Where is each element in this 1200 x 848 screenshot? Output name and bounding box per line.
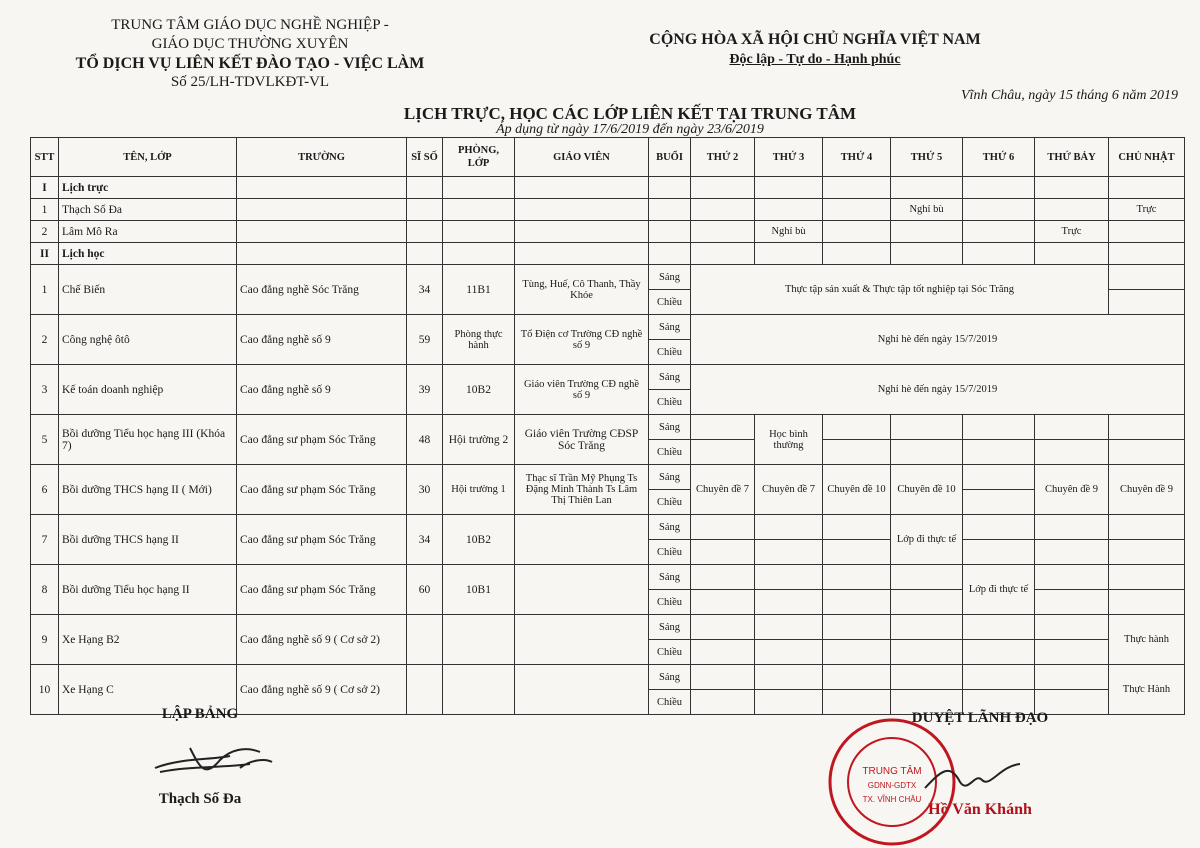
row-note: Nghỉ hè đến ngày 15/7/2019 xyxy=(691,365,1185,415)
session-morning: Sáng xyxy=(649,465,691,490)
cell-sun: Chuyên đề 9 xyxy=(1109,465,1185,515)
row-school: Cao đẳng nghề số 9 xyxy=(237,365,407,415)
session-afternoon: Chiều xyxy=(649,640,691,665)
issuer-line-1: TRUNG TÂM GIÁO DỤC NGHỀ NGHIỆP - xyxy=(111,17,389,33)
header-fri: THỨ 6 xyxy=(963,138,1035,177)
row-room: 11B1 xyxy=(443,265,515,315)
header-teacher: GIÁO VIÊN xyxy=(515,138,649,177)
svg-text:TX. VĨNH CHÂU: TX. VĨNH CHÂU xyxy=(862,795,922,804)
header-school: TRƯỜNG xyxy=(237,138,407,177)
row-room: 10B2 xyxy=(443,365,515,415)
row-school: Cao đẳng nghề số 9 ( Cơ sở 2) xyxy=(237,665,407,715)
issuer-header xyxy=(60,16,440,92)
table-row xyxy=(31,515,1185,540)
row-count: 59 xyxy=(407,315,443,365)
session-morning: Sáng xyxy=(649,415,691,440)
issuer-line-2: GIÁO DỤC THƯỜNG XUYÊN xyxy=(151,36,349,52)
session-afternoon: Chiều xyxy=(649,590,691,615)
row-name: Xe Hạng C xyxy=(59,665,237,715)
session-morning: Sáng xyxy=(649,515,691,540)
row-stt: 6 xyxy=(31,465,59,515)
row-stt: 9 xyxy=(31,615,59,665)
cell-sat: Chuyên đề 9 xyxy=(1035,465,1109,515)
row-teacher: Thạc sĩ Trần Mỹ Phụng Ts Đặng Minh Thành Ts Lâm Thị Thiên Lan xyxy=(515,465,649,515)
row-name: Thạch Số Đa xyxy=(59,199,237,221)
row-room: 10B1 xyxy=(443,565,515,615)
session-afternoon: Chiều xyxy=(649,440,691,465)
section-stt: II xyxy=(31,243,59,265)
row-stt: 2 xyxy=(31,315,59,365)
dateline: Vĩnh Châu, ngày 15 tháng 6 năm 2019 xyxy=(961,88,1178,103)
header-tue: THỨ 3 xyxy=(755,138,823,177)
session-afternoon: Chiều xyxy=(649,490,691,515)
document-number: Số 25/LH-TDVLKĐT-VL xyxy=(170,74,330,90)
row-school: Cao đẳng sư phạm Sóc Trăng xyxy=(237,415,407,465)
header-count: SĨ SỐ xyxy=(407,138,443,177)
row-count: 34 xyxy=(407,515,443,565)
session-morning: Sáng xyxy=(649,565,691,590)
row-stt: 5 xyxy=(31,415,59,465)
header-mon: THỨ 2 xyxy=(691,138,755,177)
session-afternoon: Chiều xyxy=(649,690,691,715)
signature-role-right: DUYỆT LÃNH ĐẠO xyxy=(911,710,1049,726)
row-stt: 1 xyxy=(31,199,59,221)
row-school: Cao đẳng nghề số 9 xyxy=(237,315,407,365)
row-name: Bồi dưỡng Tiểu học hạng II xyxy=(59,565,237,615)
cell-thu: Nghỉ bù xyxy=(891,199,963,221)
row-room: Hội trường 2 xyxy=(443,415,515,465)
row-school: Cao đẳng nghề số 9 ( Cơ sở 2) xyxy=(237,615,407,665)
cell-sun: Thực Hành xyxy=(1109,665,1185,715)
cell-tue: Chuyên đề 7 xyxy=(755,465,823,515)
cell-tue: Học bình thường xyxy=(755,415,823,465)
table-row xyxy=(31,465,1185,490)
header-name: TÊN, LỚP xyxy=(59,138,237,177)
national-header xyxy=(600,30,1030,70)
header-sat: THỨ BẢY xyxy=(1035,138,1109,177)
row-note: Thực tập sản xuất & Thực tập tốt nghiệp tại Sóc Trăng xyxy=(691,265,1109,315)
session-morning: Sáng xyxy=(649,665,691,690)
row-count: 30 xyxy=(407,465,443,515)
handwritten-signature-right xyxy=(920,752,1030,802)
row-name: Lâm Mô Ra xyxy=(59,221,237,243)
header-wed: THỨ 4 xyxy=(823,138,891,177)
row-teacher: Tùng, Huế, Cô Thanh, Thầy Khỏe xyxy=(515,265,649,315)
table-row xyxy=(31,415,1185,440)
session-afternoon: Chiều xyxy=(649,340,691,365)
schedule-table xyxy=(30,137,1185,715)
row-room: Hội trường 1 xyxy=(443,465,515,515)
handwritten-signature-left xyxy=(150,738,280,788)
row-school: Cao đẳng nghề Sóc Trăng xyxy=(237,265,407,315)
header-sun: CHỦ NHẬT xyxy=(1109,138,1185,177)
header-room: PHÒNG, LỚP xyxy=(443,138,515,177)
row-count: 60 xyxy=(407,565,443,615)
row-count: 48 xyxy=(407,415,443,465)
table-row xyxy=(31,615,1185,640)
row-school: Cao đẳng sư phạm Sóc Trăng xyxy=(237,515,407,565)
row-stt: 2 xyxy=(31,221,59,243)
cell-fri: Lớp đi thực tế xyxy=(963,565,1035,615)
row-name: Chế Biến xyxy=(59,265,237,315)
table-row xyxy=(31,315,1185,340)
republic-name: CỘNG HÒA XÃ HỘI CHỦ NGHĨA VIỆT NAM xyxy=(649,31,981,48)
cell-tue: Nghỉ bù xyxy=(755,221,823,243)
cell-thu: Chuyên đề 10 xyxy=(891,465,963,515)
session-afternoon: Chiều xyxy=(649,390,691,415)
table-row xyxy=(31,665,1185,690)
header-session: BUỔI xyxy=(649,138,691,177)
section-row-duty xyxy=(31,177,1185,199)
session-afternoon: Chiều xyxy=(649,540,691,565)
session-morning: Sáng xyxy=(649,365,691,390)
row-count: 34 xyxy=(407,265,443,315)
cell-sun: Trực xyxy=(1109,199,1185,221)
section-title: Lịch học xyxy=(59,243,237,265)
section-stt: I xyxy=(31,177,59,199)
row-stt: 3 xyxy=(31,365,59,415)
cell-wed: Chuyên đề 10 xyxy=(823,465,891,515)
row-stt: 1 xyxy=(31,265,59,315)
row-school: Cao đẳng sư phạm Sóc Trăng xyxy=(237,465,407,515)
section-row-study xyxy=(31,243,1185,265)
session-afternoon: Chiều xyxy=(649,290,691,315)
cell-thu: Lớp đi thực tế xyxy=(891,515,963,565)
header-stt: STT xyxy=(31,138,59,177)
document-title: LỊCH TRỰC, HỌC CÁC LỚP LIÊN KẾT TẠI TRUNG TÂM xyxy=(403,104,857,123)
row-room: Phòng thực hành xyxy=(443,315,515,365)
cell-mon: Chuyên đề 7 xyxy=(691,465,755,515)
table-row xyxy=(31,265,1185,290)
signature-role-left: LẬP BẢNG xyxy=(161,706,239,722)
row-name: Kế toán doanh nghiệp xyxy=(59,365,237,415)
signature-name-right: Hồ Văn Khánh xyxy=(928,801,1032,818)
row-stt: 10 xyxy=(31,665,59,715)
table-row xyxy=(31,365,1185,390)
row-teacher: Giáo viên Trường CĐSP Sóc Trăng xyxy=(515,415,649,465)
section-title: Lịch trực xyxy=(59,177,237,199)
svg-text:GDNN-GDTX: GDNN-GDTX xyxy=(867,781,917,790)
session-morning: Sáng xyxy=(649,315,691,340)
table-row xyxy=(31,565,1185,590)
document-subtitle: Áp dụng từ ngày 17/6/2019 đến ngày 23/6/2019 xyxy=(496,122,764,137)
row-name: Công nghệ ôtô xyxy=(59,315,237,365)
signature-name-left: Thạch Số Đa xyxy=(158,791,242,807)
row-count: 39 xyxy=(407,365,443,415)
national-motto: Độc lập - Tự do - Hạnh phúc xyxy=(729,52,901,67)
session-morning: Sáng xyxy=(649,615,691,640)
header-row xyxy=(31,138,1185,177)
row-stt: 7 xyxy=(31,515,59,565)
row-school: Cao đẳng sư phạm Sóc Trăng xyxy=(237,565,407,615)
row-name: Bồi dưỡng THCS hạng II ( Mới) xyxy=(59,465,237,515)
row-note: Nghỉ hè đến ngày 15/7/2019 xyxy=(691,315,1185,365)
cell-sun: Thực hành xyxy=(1109,615,1185,665)
session-morning: Sáng xyxy=(649,265,691,290)
row-teacher: Tổ Điện cơ Trường CĐ nghề số 9 xyxy=(515,315,649,365)
row-teacher: Giáo viên Trường CĐ nghề số 9 xyxy=(515,365,649,415)
table-row xyxy=(31,199,1185,221)
header-thu: THỨ 5 xyxy=(891,138,963,177)
row-name: Bồi dưỡng Tiểu học hạng III (Khóa 7) xyxy=(59,415,237,465)
row-name: Xe Hạng B2 xyxy=(59,615,237,665)
row-stt: 8 xyxy=(31,565,59,615)
issuer-department: TỔ DỊCH VỤ LIÊN KẾT ĐÀO TẠO - VIỆC LÀM xyxy=(75,55,425,72)
svg-text:TRUNG TÂM: TRUNG TÂM xyxy=(862,766,922,777)
row-name: Bồi dưỡng THCS hạng II xyxy=(59,515,237,565)
row-room: 10B2 xyxy=(443,515,515,565)
cell-sat: Trực xyxy=(1035,221,1109,243)
table-row xyxy=(31,221,1185,243)
